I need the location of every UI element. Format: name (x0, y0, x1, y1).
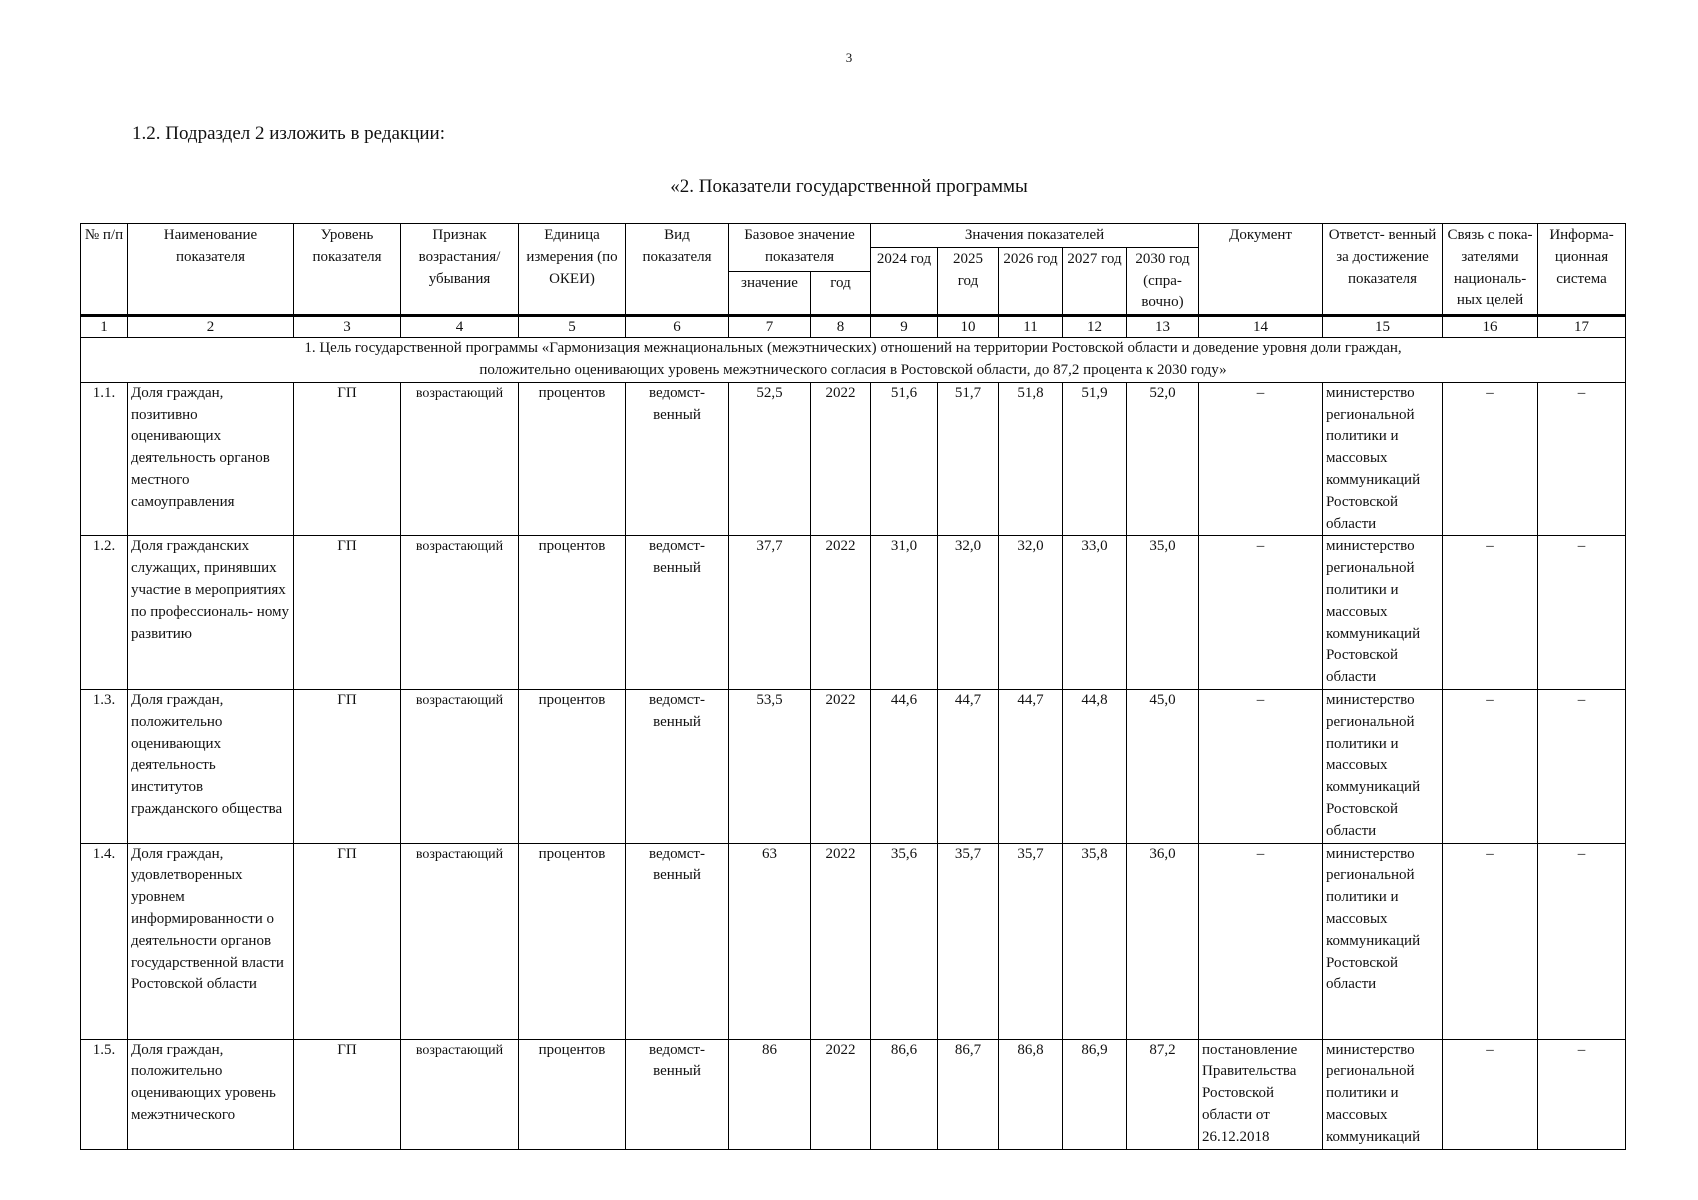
row-no: 1.3. (81, 689, 128, 843)
column-number: 6 (626, 316, 729, 338)
row-name: Доля граждан, положительно оценивающих уровень межэтнического (128, 1039, 294, 1149)
row-unit: процентов (519, 382, 626, 536)
intro-text: 1.2. Подраздел 2 изложить в редакции: (132, 123, 445, 144)
row-link: – (1443, 382, 1538, 536)
row-type: ведомст- венный (626, 536, 729, 690)
row-value-2024: 51,6 (871, 382, 938, 536)
row-value-2026: 86,8 (999, 1039, 1063, 1149)
column-number: 8 (811, 316, 871, 338)
row-responsible: министерство региональной политики и массовых коммуникаций Ростовской области (1323, 843, 1443, 1039)
row-level: ГП (294, 843, 401, 1039)
page-number: 3 (845, 50, 853, 65)
column-number: 3 (294, 316, 401, 338)
row-value-2026: 51,8 (999, 382, 1063, 536)
header-type: Вид показателя (626, 224, 729, 316)
row-info: – (1538, 689, 1626, 843)
row-value-2025: 32,0 (938, 536, 999, 690)
row-no: 1.5. (81, 1039, 128, 1149)
row-type: ведомст- венный (626, 382, 729, 536)
goal-text: 1. Цель государственной программы «Гармонизация межнациональных (межэтнических) отношений на территории Ростовской области и доведение уровня доли граждан, положительно оценивающих уровень межэтнического согласия в Ростовской области, до 87,2 процента к 2030 году» (81, 338, 1626, 383)
column-number: 16 (1443, 316, 1538, 338)
row-link: – (1443, 689, 1538, 843)
row-type: ведомст- венный (626, 1039, 729, 1149)
row-value-2025: 86,7 (938, 1039, 999, 1149)
row-level: ГП (294, 689, 401, 843)
row-value-2030: 36,0 (1127, 843, 1199, 1039)
column-number: 17 (1538, 316, 1626, 338)
column-number: 14 (1199, 316, 1323, 338)
row-name: Доля гражданских служащих, принявших участие в мероприятиях по профессиональ- ному развитию (128, 536, 294, 690)
header-2024: 2024 год (871, 247, 938, 315)
row-unit: процентов (519, 1039, 626, 1149)
header-responsible: Ответст- венный за достижение показателя (1323, 224, 1443, 316)
table-row (81, 843, 1626, 1039)
header-info: Информа- ционная система (1538, 224, 1626, 316)
row-sign: возрастающий (401, 843, 519, 1039)
row-responsible: министерство региональной политики и массовых коммуникаций Ростовской области (1323, 382, 1443, 536)
row-name: Доля граждан, позитивно оценивающих деятельность органов местного самоуправления (128, 382, 294, 536)
header-name: Наименование показателя (128, 224, 294, 316)
row-sign: возрастающий (401, 1039, 519, 1149)
header-link: Связь с пока- зателями националь- ных целей (1443, 224, 1538, 316)
row-value-2026: 32,0 (999, 536, 1063, 690)
row-document: – (1199, 689, 1323, 843)
row-name: Доля граждан, удовлетворенных уровнем информированности о деятельности органов государственной власти Ростовской области (128, 843, 294, 1039)
row-unit: процентов (519, 689, 626, 843)
row-value-2027: 33,0 (1063, 536, 1127, 690)
row-responsible: министерство региональной политики и массовых коммуникаций Ростовской области (1323, 689, 1443, 843)
column-number: 4 (401, 316, 519, 338)
column-number: 10 (938, 316, 999, 338)
header-2025: 2025 год (938, 247, 999, 315)
header-base-value: значение (729, 272, 811, 316)
header-values: Значения показателей (871, 224, 1199, 248)
column-number: 13 (1127, 316, 1199, 338)
column-number: 9 (871, 316, 938, 338)
row-responsible: министерство региональной политики и массовых коммуникаций (1323, 1039, 1443, 1149)
column-numbers-row (81, 316, 1626, 338)
row-info: – (1538, 382, 1626, 536)
row-level: ГП (294, 1039, 401, 1149)
row-link: – (1443, 843, 1538, 1039)
row-sign: возрастающий (401, 382, 519, 536)
row-info: – (1538, 843, 1626, 1039)
column-number: 7 (729, 316, 811, 338)
row-value-2024: 31,0 (871, 536, 938, 690)
column-number: 5 (519, 316, 626, 338)
row-type: ведомст- венный (626, 843, 729, 1039)
column-number: 11 (999, 316, 1063, 338)
header-no: № п/п (81, 224, 128, 316)
row-unit: процентов (519, 843, 626, 1039)
row-info: – (1538, 1039, 1626, 1149)
row-value-2030: 45,0 (1127, 689, 1199, 843)
row-base-value: 63 (729, 843, 811, 1039)
header-document: Документ (1199, 224, 1323, 316)
table-row (81, 536, 1626, 690)
row-document: постановление Правительства Ростовской области от 26.12.2018 (1199, 1039, 1323, 1149)
row-base-value: 52,5 (729, 382, 811, 536)
row-no: 1.4. (81, 843, 128, 1039)
row-no: 1.2. (81, 536, 128, 690)
row-value-2030: 52,0 (1127, 382, 1199, 536)
row-base-value: 37,7 (729, 536, 811, 690)
column-number: 2 (128, 316, 294, 338)
row-value-2024: 86,6 (871, 1039, 938, 1149)
table-row (81, 382, 1626, 536)
indicators-table (80, 223, 1626, 1150)
row-document: – (1199, 843, 1323, 1039)
row-info: – (1538, 536, 1626, 690)
section-heading: «2. Показатели государственной программы (670, 176, 1028, 197)
column-number: 12 (1063, 316, 1127, 338)
header-unit: Единица измерения (по ОКЕИ) (519, 224, 626, 316)
header-2027: 2027 год (1063, 247, 1127, 315)
header-level: Уровень показателя (294, 224, 401, 316)
row-link: – (1443, 536, 1538, 690)
row-value-2026: 44,7 (999, 689, 1063, 843)
row-value-2030: 87,2 (1127, 1039, 1199, 1149)
row-base-year: 2022 (811, 689, 871, 843)
row-value-2027: 35,8 (1063, 843, 1127, 1039)
row-value-2026: 35,7 (999, 843, 1063, 1039)
row-value-2025: 35,7 (938, 843, 999, 1039)
row-level: ГП (294, 536, 401, 690)
header-2030: 2030 год (спра- вочно) (1127, 247, 1199, 315)
row-base-year: 2022 (811, 1039, 871, 1149)
row-responsible: министерство региональной политики и массовых коммуникаций Ростовской области (1323, 536, 1443, 690)
indicators-table-container (80, 223, 1626, 1150)
row-value-2024: 44,6 (871, 689, 938, 843)
row-document: – (1199, 536, 1323, 690)
header-2026: 2026 год (999, 247, 1063, 315)
goal-row (81, 338, 1626, 383)
row-value-2027: 51,9 (1063, 382, 1127, 536)
row-name: Доля граждан, положительно оценивающих деятельность институтов гражданского общества (128, 689, 294, 843)
header-base-year: год (811, 272, 871, 316)
row-no: 1.1. (81, 382, 128, 536)
table-row (81, 1039, 1626, 1149)
row-base-value: 86 (729, 1039, 811, 1149)
row-level: ГП (294, 382, 401, 536)
row-value-2027: 86,9 (1063, 1039, 1127, 1149)
row-value-2025: 44,7 (938, 689, 999, 843)
row-sign: возрастающий (401, 689, 519, 843)
row-base-year: 2022 (811, 382, 871, 536)
row-base-value: 53,5 (729, 689, 811, 843)
row-value-2030: 35,0 (1127, 536, 1199, 690)
row-base-year: 2022 (811, 536, 871, 690)
row-base-year: 2022 (811, 843, 871, 1039)
row-unit: процентов (519, 536, 626, 690)
column-number: 15 (1323, 316, 1443, 338)
column-number: 1 (81, 316, 128, 338)
header-sign: Признак возрастания/ убывания (401, 224, 519, 316)
row-value-2025: 51,7 (938, 382, 999, 536)
row-document: – (1199, 382, 1323, 536)
row-link: – (1443, 1039, 1538, 1149)
header-base: Базовое значение показателя (729, 224, 871, 272)
table-row (81, 689, 1626, 843)
row-value-2024: 35,6 (871, 843, 938, 1039)
row-sign: возрастающий (401, 536, 519, 690)
row-type: ведомст- венный (626, 689, 729, 843)
row-value-2027: 44,8 (1063, 689, 1127, 843)
